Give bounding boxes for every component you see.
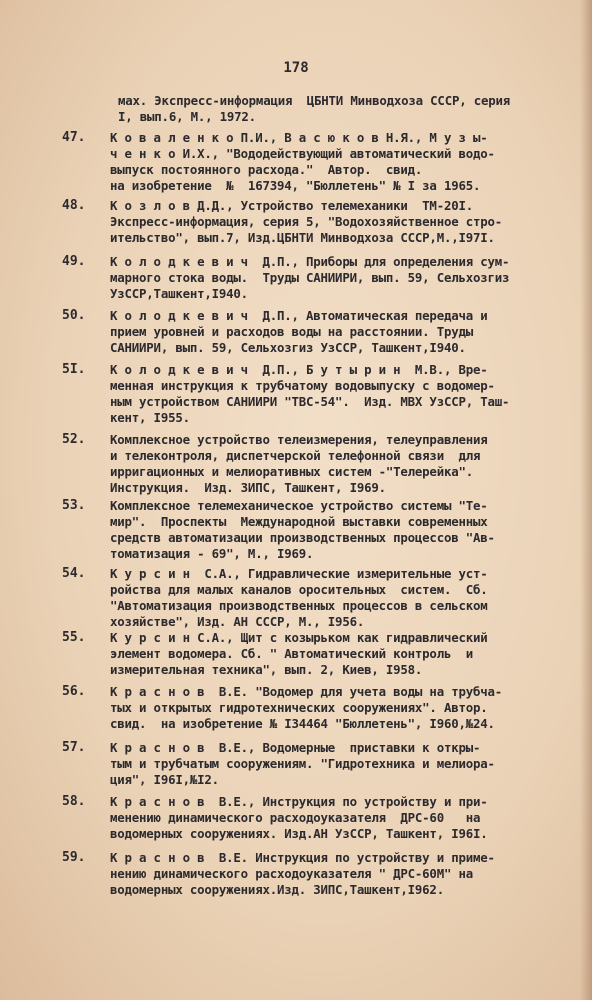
entry-line: К о з л о в Д.Д., Устройство телемеханики ТМ-20I. (110, 198, 473, 213)
entry-line: марного стока воды. Труды САНИИРИ, вып. 59, Сельхозгиз (110, 270, 510, 285)
entry-number: 5I. (62, 362, 86, 377)
entry-line: Экспресс-информация, серия 5, "Водохозяйственное стро- (110, 214, 503, 229)
page-number: 178 (283, 60, 309, 76)
entry-line: прием уровней и расходов воды на расстоянии. Труды (110, 324, 473, 339)
entry-line: ительство", вып.7, Изд.ЦБНТИ Минводхоза СССР,М.,I97I. (110, 230, 495, 245)
entry-line: К о л о д к е в и ч Д.П., Б у т ы р и н М.В., Вре- (110, 362, 488, 377)
entry-line: К у р с и н С.А., Щит с козырьком как гидравлический (110, 630, 488, 645)
entry-text (110, 740, 495, 788)
entry-number: 49. (62, 254, 86, 269)
entry-text (110, 254, 509, 302)
entry-text (110, 308, 488, 356)
entry-line: ция", I96I,№I2. (110, 772, 219, 787)
entry-line: кент, I955. (110, 410, 190, 425)
entry-line: К о л о д к е в и ч Д.П., Автоматическая передача и (110, 308, 488, 323)
entry-text (110, 498, 495, 562)
entry-number: 50. (62, 308, 86, 323)
entry-line: измерительная техника", вып. 2, Киев, I958. (110, 662, 423, 677)
entry-line: К р а с н о в В.Е. "Водомер для учета воды на трубча- (110, 684, 503, 699)
entry-line: К р а с н о в В.Е., Водомерные приставки к откры- (110, 740, 481, 755)
entry-number: 54. (62, 566, 86, 581)
entry-line: элемент водомера. Сб. " Автоматический контроль и (110, 646, 473, 661)
entry-line: Комплексное телемеханическое устройство системы "Те- (110, 498, 488, 513)
entry-line: на изобретение № 167394, "Бюллетень" № I за 1965. (110, 178, 481, 193)
entry-line: САНИИРИ, вып. 59, Сельхозгиз УзССР, Ташкент,I940. (110, 340, 466, 355)
entry-line: менению динамического расходоуказателя ДРС-60 на (110, 810, 481, 825)
entry-line: К о л о д к е в и ч Д.П., Приборы для определения сум- (110, 254, 510, 269)
entry-text (110, 432, 488, 496)
entry-line: УзССР,Ташкент,I940. (110, 286, 248, 301)
entry-text (110, 198, 502, 246)
entry-number: 48. (62, 198, 86, 213)
entry-line: тым и трубчатым сооружениям. "Гидротехника и мелиора- (110, 756, 495, 771)
entry-line: ирригационных и мелиоративных систем -"Телерейка". (110, 464, 473, 479)
entry-line: Инструкция. Изд. ЗИПС, Ташкент, I969. (110, 480, 386, 495)
entry-line: тых и открытых гидротехнических сооружениях". Автор. (110, 700, 488, 715)
entry-number: 58. (62, 794, 86, 809)
entry-number: 53. (62, 498, 86, 513)
entry-line: водомерных сооружениях. Изд.АН УзССР, Ташкент, I96I. (110, 826, 488, 841)
entry-number: 59. (62, 850, 86, 865)
continuation-text: мах. Экспресс-информация ЦБНТИ Минводхоза СССР, серия I, вып.6, М., 1972. (118, 93, 511, 124)
entry-line: нению динамического расходоуказателя " ДРС-60М" на (110, 866, 473, 881)
entry-number: 55. (62, 630, 86, 645)
entry-number: 52. (62, 432, 86, 447)
entry-line: томатизация - 69", М., I969. (110, 546, 314, 561)
entry-line: Комплексное устройство телеизмерения, телеуправления (110, 432, 488, 447)
entry-text (110, 566, 488, 630)
entry-text (110, 630, 488, 678)
entry-line: хозяйстве", Изд. АН СССР, М., I956. (110, 614, 365, 629)
entry-number: 57. (62, 740, 86, 755)
entry-line: выпуск постоянного расхода." Автор. свид. (110, 162, 423, 177)
entry-line: свид. на изобретение № I34464 "Бюллетень", I960,№24. (110, 716, 495, 731)
entry-line: "Автоматизация производственных процессов в сельском (110, 598, 488, 613)
entry-text (110, 684, 502, 732)
entry-line: средств автоматизации производственных процессов "Ав- (110, 530, 495, 545)
page-edge-shadow (580, 0, 592, 1000)
entry-line: К р а с н о в В.Е., Инструкция по устройству и при- (110, 794, 488, 809)
entry-text (110, 850, 495, 898)
entry-line: ным устройством САНИИРИ "ТВС-54". Изд. МВХ УзССР, Таш- (110, 394, 510, 409)
entry-line: водомерных сооружениях.Изд. ЗИПС,Ташкент,I962. (110, 882, 444, 897)
entry-number: 47. (62, 130, 86, 145)
entry-line: менная инструкция к трубчатому водовыпуску с водомер- (110, 378, 495, 393)
entry-line: К р а с н о в В.Е. Инструкция по устройству и приме- (110, 850, 495, 865)
entry-line: К о в а л е н к о П.И., В а с ю к о в Н.Я., М у з ы- (110, 130, 488, 145)
entry-line: К у р с и н С.А., Гидравлические измерительные уст- (110, 566, 488, 581)
entry-line: ч е н к о И.Х., "Вододействующий автоматический водо- (110, 146, 495, 161)
entry-text (110, 130, 495, 194)
entry-number: 56. (62, 684, 86, 699)
entry-text (110, 794, 488, 842)
entry-line: мир". Проспекты Международной выставки современных (110, 514, 488, 529)
entry-text (110, 362, 509, 426)
entry-line: и телеконтроля, диспетчерской телефонной связи для (110, 448, 481, 463)
entry-line: ройства для малых каналов оросительных систем. Сб. (110, 582, 488, 597)
